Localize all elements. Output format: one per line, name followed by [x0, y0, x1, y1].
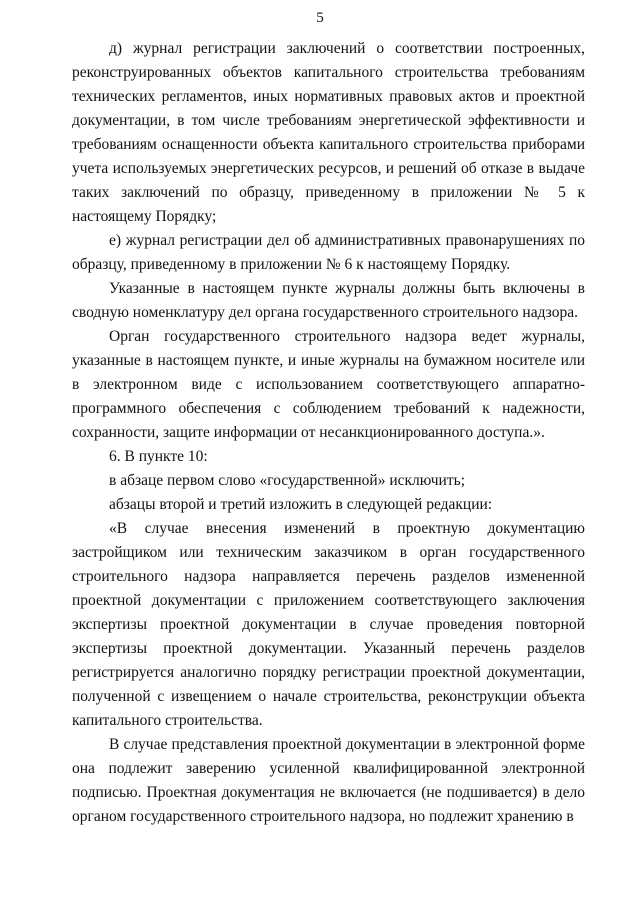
paragraph-electronic-form: В случае представления проектной документации в электронной форме она подлежит заверению усиленной квалифицированной электронной подписью. Проектная документация не включается (не подшивается) в дело органом государственного строительного надзора, но подлежит хранению в — [72, 736, 585, 825]
paragraph-first-abzac: в абзаце первом слово «государственной» исключить; — [109, 472, 466, 489]
paragraph-changes-project-doc: «В случае внесения изменений в проектную документацию застройщиком или техническим заказчиком в орган государственного строительного надзора направляется перечень разделов измененной проектной документации с приложением соответствующего заключения экспертизы проектной документации в случае проведения повторной экспертизы проектной документации. Указанный перечень разделов регистрируется аналогично порядку регистрации проектной документации, полученной с извещением о начале строительства, реконструкции объекта капитального строительства. — [72, 520, 585, 729]
document-body — [72, 37, 585, 829]
page-number: 5 — [316, 10, 324, 26]
paragraph-e-journal: е) журнал регистрации дел об административных правонарушениях по образцу, приведенному в приложении № 6 к настоящему Порядку. — [72, 232, 585, 273]
paragraph-d-journal: д) журнал регистрации заключений о соответствии построенных, реконструированных объектов капитального строительства требованиям технических регламентов, иных нормативных правовых актов и проектной документации, в том числе требованиям энергетической эффективности и требованиям оснащенности объекта капитального строительства приборами учета используемых энергетических ресурсов, и решений об отказе в выдаче таких заключений по образцу, приведенному в приложении № 5 к настоящему Порядку; — [72, 40, 585, 225]
paragraph-organ-journals: Орган государственного строительного надзора ведет журналы, указанные в настоящем пункте, и иные журналы на бумажном носителе или в электронном виде с использованием соответствующего аппаратно-программного обеспечения с соблюдением требований к надежности, сохранности, защите информации от несанкционированного доступа.». — [72, 328, 585, 441]
paragraph-nomenclature: Указанные в настоящем пункте журналы должны быть включены в сводную номенклатуру дел органа государственного строительного надзора. — [72, 280, 585, 321]
paragraph-point-10: 6. В пункте 10: — [109, 448, 208, 465]
paragraph-second-third-abzac: абзацы второй и третий изложить в следующей редакции: — [109, 496, 493, 513]
